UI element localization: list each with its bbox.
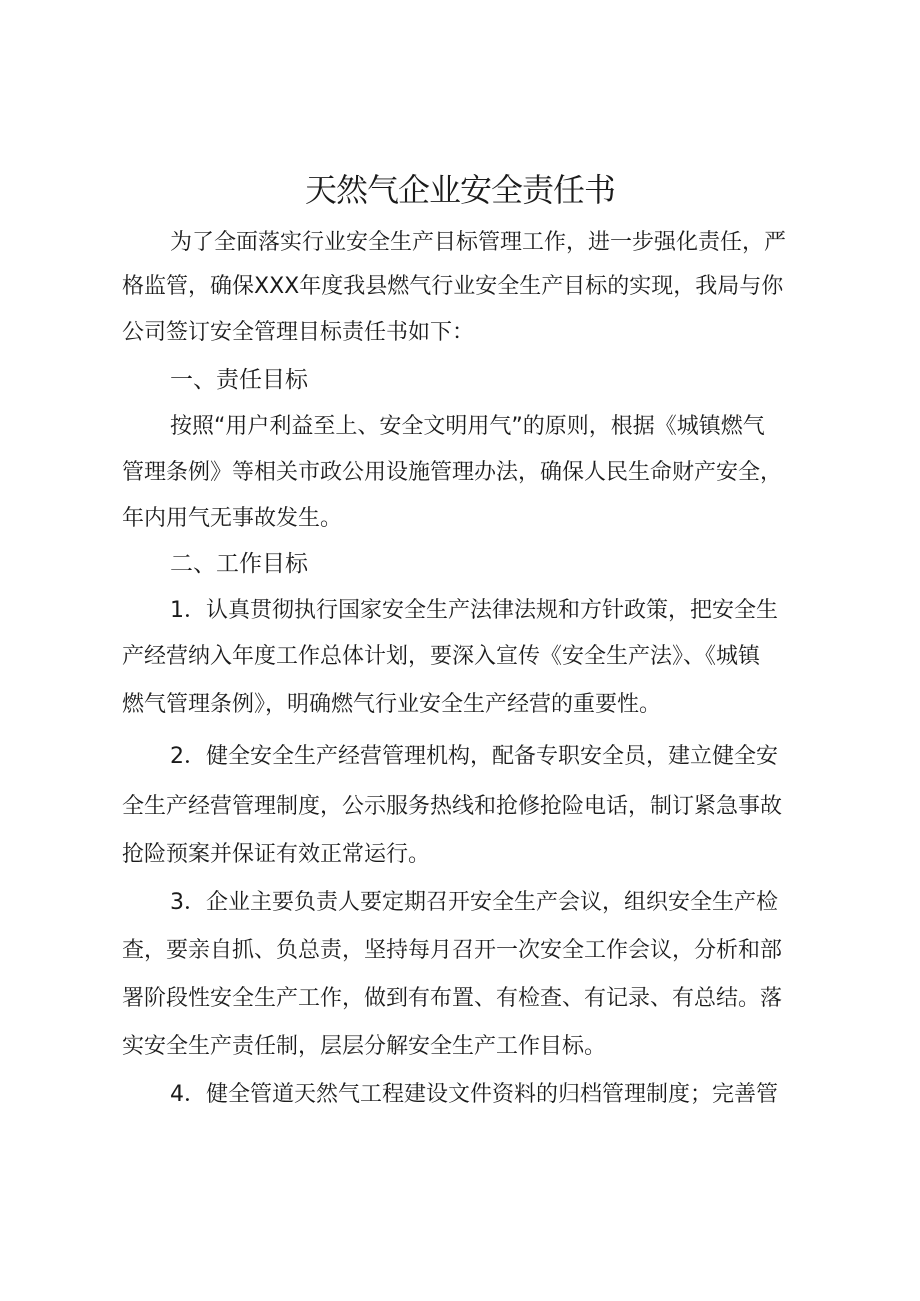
item-4-line-1: 4．健全管道天然气工程建设文件资料的归档管理制度；完善管 (170, 1082, 778, 1107)
item-1-line-2: 产经营纳入年度工作总体计划，要深入宣传《安全生产法》、《城镇 (122, 644, 761, 669)
item-3-line-4: 实安全生产责任制，层层分解安全生产工作目标。 (122, 1034, 607, 1059)
item-3-line-1: 3．企业主要负责人要定期召开安全生产会议，组织安全生产检 (170, 890, 778, 915)
section-1-heading: 一、责任目标 (170, 367, 308, 393)
section-1-line-1: 按照“用户利益至上、安全文明用气”的原则，根据《城镇燃气 (170, 414, 765, 439)
item-1-line-1: 1．认真贯彻执行国家安全生产法律法规和方针政策，把安全生 (170, 598, 778, 623)
section-1-line-2: 管理条例》等相关市政公用设施管理办法，确保人民生命财产安全， (122, 460, 783, 485)
section-1-line-3: 年内用气无事故发生。 (122, 506, 343, 531)
item-3-line-3: 署阶段性安全生产工作，做到有布置、有检查、有记录、有总结。落 (122, 986, 783, 1011)
item-1-line-3: 燃气管理条例》，明确燃气行业安全生产经营的重要性。 (122, 692, 662, 717)
section-2-heading: 二、工作目标 (170, 551, 308, 577)
intro-line-2: 格监管，确保XXX年度我县燃气行业安全生产目标的实现，我局与你 (122, 274, 784, 299)
intro-line-1: 为了全面落实行业安全生产目标管理工作，进一步强化责任，严 (170, 230, 787, 255)
document-title: 天然气企业安全责任书 (304, 171, 615, 209)
intro-line-3: 公司签订安全管理目标责任书如下： (122, 320, 475, 345)
item-3-line-2: 查，要亲自抓、负总责，坚持每月召开一次安全工作会议，分析和部 (122, 938, 783, 963)
item-2-line-1: 2．健全安全生产经营管理机构，配备专职安全员，建立健全安 (170, 744, 778, 769)
item-2-line-3: 抢险预案并保证有效正常运行。 (122, 842, 431, 867)
item-2-line-2: 全生产经营管理制度，公示服务热线和抢修抢险电话，制订紧急事故 (122, 794, 783, 819)
